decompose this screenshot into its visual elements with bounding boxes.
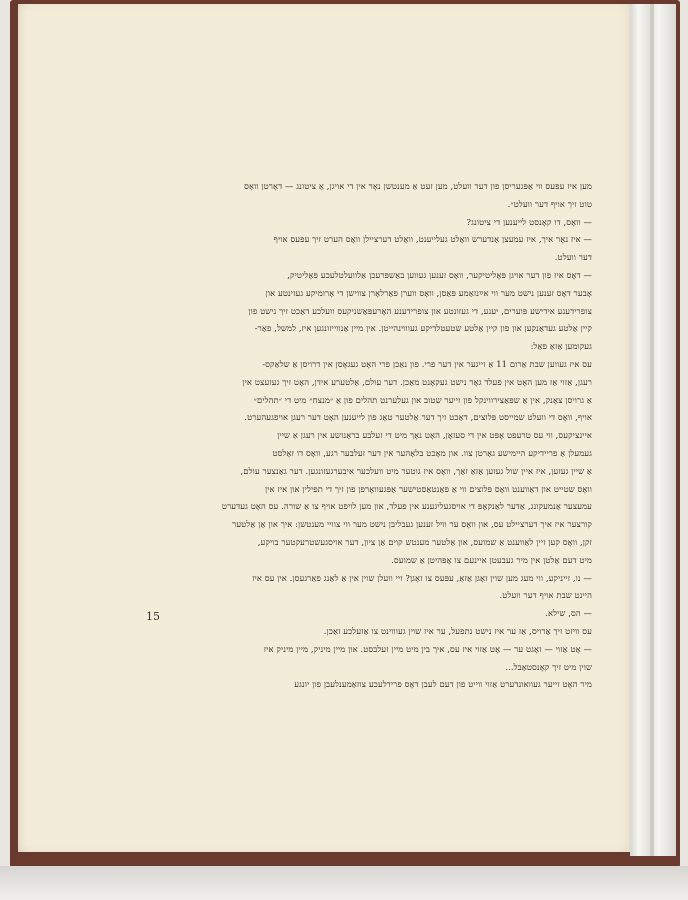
- text-line: זקן, וואָס קען זיין לאַווענט אַ שמועס, און אַלטער מענטש קוים אַן ציון, דער אויסגעשטרעקטער בויקע,: [257, 536, 592, 547]
- text-line: מיר האָט זייער געוואונדערט אַזוי ווייט פון דעם לעבן דאָס פרידלעכע צוזאַמענלעבן פון יונגע: [294, 679, 592, 690]
- text-line: דער וועלט.: [554, 252, 592, 263]
- text-line: איינציקעס, ווי עס טרעפט אָפּט אין די סעזאָן, האָט נאָך מיט די זעלבע בראַנזשע אין רעגן אַ שיין: [277, 430, 592, 441]
- page-text: [162, 178, 592, 694]
- text-line: מען איז עפּעס ווי אַפּגעריסן פון דער וועלט, מען זעט אַ מענטשן נאָר אין די אויגן, אַ ציטונג — דאָרטן וואָס: [244, 181, 592, 191]
- text-line: אַ גרויסן צאָנק, אין אַ שפּאַצירווינקל פון זייער שטוב און געלערנט תהלים פון אַ ״מנצח״ מיט די ״תהלים״: [253, 394, 592, 405]
- text-line: רעגן, אַזוי אַז מען האָט אין פעלד גאָר נישט געקאָנט מאַכן. דער עולם, אַלטערע אידן, האָט זיך געזעצט אין: [242, 376, 592, 387]
- text-line: — איז נאָר איך, איז עמעצן אַנדערש וואָלט געלייענט, וואָלט דערציילן וואָס הערט זיך עפּעס אויף: [273, 234, 592, 245]
- text-line: — נו, זייניקע, ווי מעג מען שוין זאָגן אַזאַ, עפּעס צו זאָגן? זיי וועלן שוין אין אַ לאַנג פאַרגעסן. אין עס איז: [252, 572, 592, 583]
- text-line: טוט זיך אויף דער וועלט״.: [507, 198, 592, 209]
- text-line: געמעלן אַ פריידיקע היימישע גאַרטן צוו. און מאָכט בלאָהער אין דער זעלבער רגע, וואָס דו זאָלסט: [272, 447, 592, 458]
- text-line: געקומען אַזאַ פאַל:: [530, 341, 592, 352]
- text-line: אויף, וואָס די וועלט שמייסט פּלוצים, דאַכט זיך דער אַלטער טאָג פון לייענען האָט דער רעגן אויפגעהערט.: [244, 412, 592, 423]
- text-line: קורצער איז איך דערציילט עס, און וואָס ער וויל זענען געבליבן נישט מער ווי צוויי מענטשן: איך און אַן אַלטער: [232, 519, 592, 530]
- text-line: מיט דעם אַלטן אין מיר געבעטן איינעם צו אָפּהיטן אַ שמועס.: [391, 554, 592, 565]
- text-line: — הס, שילא.: [545, 608, 592, 619]
- text-line: — אָט אַזוי — זאָגט ער — אָט אַזוי איז עס, איך בין מיט מיין זעלבסט. און מיין מיניק, מיין מיניק איז: [263, 643, 592, 654]
- text-line: אַ שיין געזען, איז איין שול געזען אַזאַ זאַך, וואָס איז גוטער מיט וועלכער איבערגעזונגען. דער גאַנצער עולם,: [240, 465, 592, 476]
- table-surface: [0, 866, 688, 900]
- text-line: עס איז געווען שבת אַרום 11 אַ זייגער אין דער פרי. פון נאַכן פרי האָט געגאָסן אין דרויסן אַ שלאַקס-: [262, 358, 592, 369]
- page-number: 15: [146, 610, 160, 623]
- text-line: אָבער דאָס זענען נישט מער ווי אײַנזאַמע פּאַסן, וואָס ווערן פאַרלאָרן צווישן די אָרומיקע געזינטע און: [265, 287, 592, 298]
- text-line: וואָס שטייט און דאַווענט וואָס פּלוצים ווי אַ פאַנטאַסטישער אָפּגעוואָרפן פון זיך די תפילין און איז אין: [265, 483, 592, 494]
- text-line: — דאָס איז פון דער אויגן פּאָליטיקער, וואָס זענען געווען באַשפּרעכן אַלוועלטלעכע פּאָליטיק,: [287, 269, 592, 280]
- text-line: — וואָס, דו קאָנסט לייענען די ציטונג?: [466, 216, 592, 227]
- text-line: קיין אַלטע געדאַנקען און פון קיין אַלטע שטעטלדיקע געוווינהייטן. אין מיין אַנווייזונגען איז, למשל, פאַר-: [254, 323, 592, 334]
- text-line: עס וויזט זיך אַרויס, אַז ער איז נישט נתפעל, ער איז שוין געוווינט צו אַזעלכע זאַכן.: [323, 625, 592, 636]
- text-line: צופרידענע אידישע פּוערים, יענע, די געזונטע און צופרידענע האָרעפּאַשניקעס וועלכע דאַכט זיך נישט פון: [248, 305, 592, 316]
- spine-binding-tape: [650, 4, 654, 856]
- text-line: היינט שבת אויף דער וועלט.: [499, 590, 592, 601]
- text-line: עמעצער אַנמעקונג, אַדער לאַנקאָפּ די אויסגעליגענע אין פעלד, און מען לויפט אויף צו אַ שורה. עס האָט געדערט: [221, 501, 592, 512]
- text-line: שוין מיט זיך קאָנסטאַבל...: [505, 661, 592, 672]
